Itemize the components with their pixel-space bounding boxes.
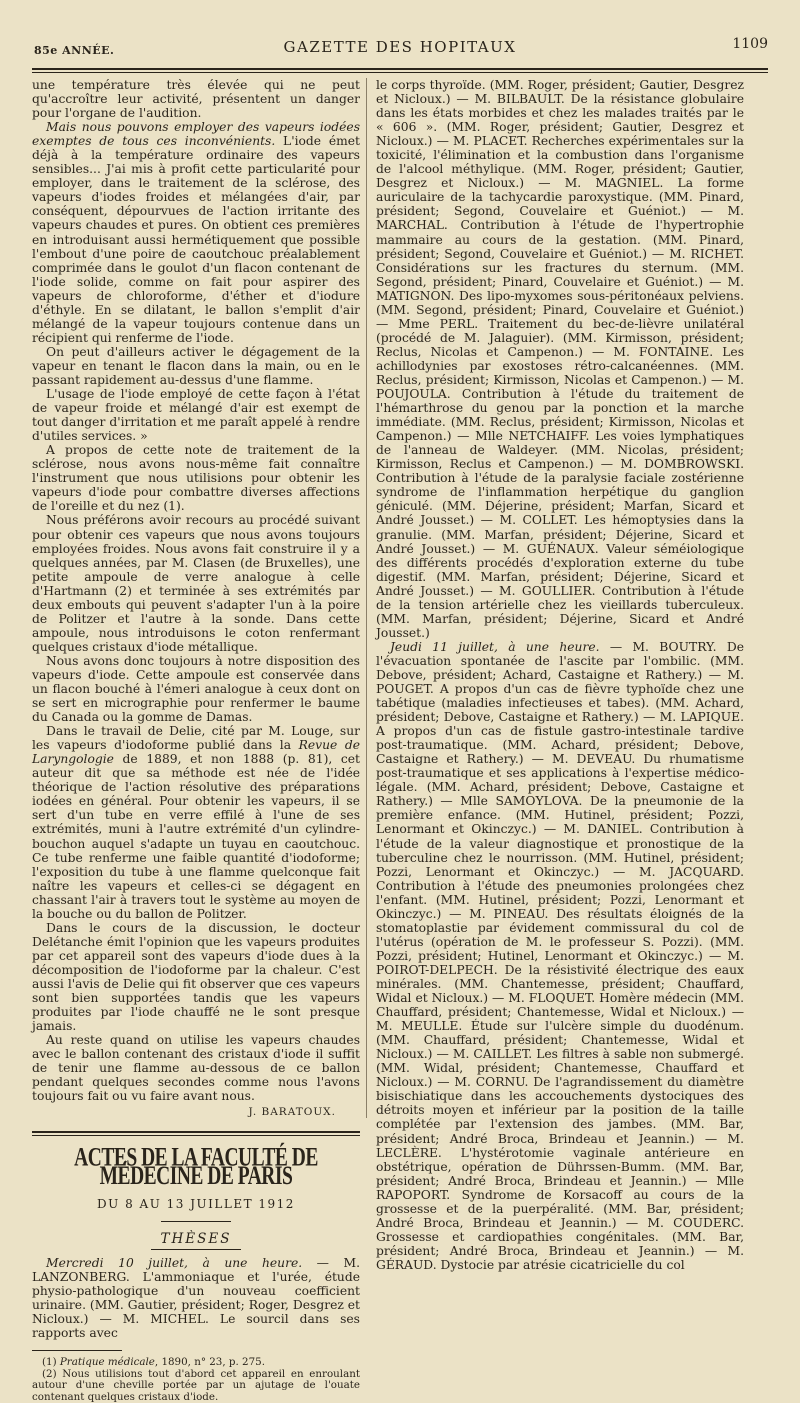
text: de 1889, et non 1888 (p. 81), cet auteur dit que sa méthode est née de l'idée théorique de l'action résolutive des préparations iodées en général. Pour obtenir les vapeurs, il se sert d'un tube en verre effilé à l'une de ses extrémités, muni à l'autre extrémité d'un cylindre-bouchon auquel s'adapte un tuyau en caoutchouc. Ce tube renferme une faible quantité d'iodoforme; l'exposition du tube à une flamme quelconque fait naître les vapeurs et celles-ci se dégagent en chassant l'air à travers tout le système au moyen de la bouche ou du ballon de Politzer. [32,752,360,921]
text: — M. BOUTRY. De l'évacuation spontanée de l'ascite par l'ombilic. (MM. Debove, président; Achard, Castaigne et Rathery.) — M. POUGET. A propos d'un cas de fièvre typhoïde chez une tabétique (maladies infectieuses et tabes). (MM. Achard, président; Debove, Castaigne et Rathery.) — M. LAPIQUE. A propos d'un cas de fistule gastro-intestinale tardive post-traumatique. (MM. Achard, président; Debove, Castaigne et Rathery.) — M. DEVEAU. Du rhumatisme post-traumatique et ses applications à l'expertise médico-légale. (MM. Achard, président; Debove, Castaigne et Rathery.) — Mlle SAMOYLOVA. De la pneumonie de la première enfance. (MM. Hutinel, président; Pozzi, Lenormant et Okinczyc.) — M. DANIEL. Contribution à l'étude de la valeur diagnostique et pronostique de la tuberculine chez le nourrisson. (MM. Hutinel, président; Pozzi, Lenormant et Okinczyc.) — M. JACQUARD. Contribution à l'étude des pneumonies prolongées chez l'enfant. (MM. Hutinel, président; Pozzi, Lenormant et Okinczyc.) — M. PINEAU. Des résultats éloignés de la stomatoplastie par évidement commissural du col de l'utérus (opération de M. le professeur S. Pozzi). (MM. Pozzi, président; Hutinel, Lenormant et Okinczyc.) — M. POIROT-DELPECH. De la résistivité électrique des eaux minérales. (MM. Chantemesse, président; Chauffard, Widal et Nicloux.) — M. FLOQUET. Homère médecin (MM. Chauffard, président; Chantemesse, Widal et Nicloux.) — M. MEULLE. Étude sur l'ulcère simple du duodénum. (MM. Chauffard, président; Chantemesse, Widal et Nicloux.) — M. CAILLET. Les filtres à sable non submergé. (MM. Widal, président; Chantemesse, Chauffard et Nicloux.) — M. CORNU. De l'agrandissement du diamètre bisischiatique dans les accouchements dystociques des détroits moyen et inférieur par la position de la taille complétée par l'extension des jambes. (MM. Bar, président; André Broca, Brindeau et Jeannin.) — M. LECLÈRE. L'hystérotomie vaginale antérieure en obstétrique, opération de Dührssen-Bumm. (MM. Bar, président; André Broca, Brindeau et Jeannin.) — Mlle RAPOPORT. Syndrome de Korsacoff au cours de la grossesse et de la puerpéralité. (MM. Bar, président; André Broca, Brindeau et Jeannin.) — M. COUDERC. Grossesse et cardiopathies congénitales. (MM. Bar, président; André Broca, Brindeau et Jeannin.) — M. GÉRAUD. Dystocie par atrésie cicatricielle du col [376,639,744,1272]
footnote [32,1357,360,1369]
footnote: (2) Nous utilisions tout d'abord cet appareil en enroulant autour d'une cheville portée par un ajutage de l'ouate contenant quelques cristaux d'iode. [32,1367,360,1403]
page-header [32,36,768,58]
section-dates: DU 8 AU 13 JUILLET 1912 [97,1196,295,1211]
left-column [32,78,360,1403]
paragraph: Dans le cours de la discussion, le docteur Delétanche émit l'opinion que les vapeurs produites par cet appareil sont des vapeurs d'iode dues à la décomposition de l'iodoforme par la chaleur. C'est aussi l'avis de Delie qui fit observer que ces vapeurs sont bien supportées tandis que les vapeurs produites par l'iode chauffé ne le sont presque jamais. [32,920,360,1034]
paragraph: le corps thyroïde. (MM. Roger, président; Gautier, Desgrez et Nicloux.) — M. BILBAULT. De la résistance globulaire dans les états morbides et chez les malades traités par le « 606 ». (MM. Roger, président; Gautier, Desgrez et Nicloux.) — M. PLACET. Recherches expérimentales sur la toxicité, l'élimination et la combustion dans l'organisme de l'alcool méthylique. (MM. Roger, président; Gautier, Desgrez et Nicloux.) — M. MAGNIEL. La forme auriculaire de la tachycardie paroxystique. (MM. Pinard, président; Segond, Couvelaire et Guéniot.) — M. MARCHAL. Contribution à l'étude de l'hypertrophie mammaire au cours de la gestation. (MM. Pinard, président; Segond, Couvelaire et Guéniot.) — M. RICHET. Considérations sur les fractures du sternum. (MM. Segond, président; Pinard, Couvelaire et Guéniot.) — M. MATIGNON. Des lipo-myxomes sous-péritonéaux pelviens. (MM. Segond, président; Pinard, Couvelaire et Guéniot.) — Mme PERL. Traitement du bec-de-lièvre unilatéral (procédé de M. Jalaguier). (MM. Kirmisson, président; Reclus, Nicolas et Campenon.) — M. FONTAINE. Les achillodynies par exostoses rétro-calcanéennes. (MM. Reclus, président; Kirmisson, Nicolas et Campenon.) — M. POUJOULA. Contribution à l'étude du traitement de l'hémarthrose du genou par la ponction et la marche immédiate. (MM. Reclus, président; Kirmisson, Nicolas et Campenon.) — Mlle NETCHAIFF. Les voies lymphatiques de l'anneau de Waldeyer. (MM. Nicolas, président; Kirmisson, Reclus et Campenon.) — M. DOMBROWSKI. Contribution à l'étude de la paralysie faciale zostérienne syndrome de l'inflammation herpétique du ganglion géniculé. (MM. Déjerine, président; Marfan, Sicard et André Jousset.) — M. COLLET. Les hémoptysies dans la granulie. (MM. Marfan, président; Déjerine, Sicard et André Jousset.) — M. GUÉNAUX. Valeur séméiologique des différents procédés d'exploration externe du tube digestif. (MM. Marfan, président; Déjerine, Sicard et André Jousset.) — M. GOULLIER. Contribution à l'étude de la tension artérielle chez les vieillards tuberculeux. (MM. Marfan, président; Déjerine, Sicard et André Jousset.) [376,78,744,640]
divider [151,1249,241,1250]
footnote-rule [32,1350,122,1351]
italic-text: Mais nous pouvons employer des vapeurs iodées exemptes de tous ces inconvénients. [32,120,360,149]
paragraph [376,640,744,1272]
paragraph [32,1256,360,1340]
divider [161,1221,231,1222]
column-divider [366,78,367,1118]
paragraph: A propos de cette note de traitement de la sclérose, nous avons nous-même fait connaître l'instrument que nous utilisions pour obtenir les vapeurs d'iode pour combattre diverses affections de l'oreille et du nez (1). [32,443,360,514]
paragraph: Au reste quand on utilise les vapeurs chaudes avec le ballon contenant des cristaux d'iode il suffit de tenir une flamme au-dessous de ce ballon pendant quelques secondes comme nous l'avons toujours fait ou vu faire avant nous. [32,1033,360,1104]
subsection-title: THÈSES [160,1230,232,1247]
paragraph: une température très élevée qui ne peut qu'accroître leur activité, présentent un danger pour l'organe de l'audition. [32,78,360,121]
footnotes [32,1357,360,1403]
text: L'iode émet déjà à la température ordinaire des vapeurs sensibles... J'ai mis à profit cette particularité pour employer, dans le traitement de la sclérose, des vapeurs d'iodes froides et mélangées d'air, par conséquent, dépourvues de l'action irritante des vapeurs chaudes et pures. On obtient ces premières en introduisant aussi hermétiquement que possible l'embout d'une poire de caoutchouc préalablement comprimée dans le goulot d'un flacon contenant de l'iode solide, comme on fait pour aspirer des vapeurs de chloroforme, d'éther et d'iodure d'éthyle. En se dilatant, le ballon s'emplit d'air mélangé de la vapeur toujours contenue dans un récipient qui renferme de l'iode. [32,134,360,345]
header-rule [32,68,768,70]
section-rule-thin [32,1135,360,1136]
text: (1) [42,1355,60,1368]
text: Dans le travail de Delie, cité par M. Louge, sur les vapeurs d'iodoforme publié dans la [32,724,360,753]
italic-text: Mercredi 10 juillet, à une heure. [46,1255,303,1270]
section-rule [32,1131,360,1133]
volume-year: 85e ANNÉE. [34,44,115,57]
right-column [376,78,744,1272]
section-title: ACTES DE LA FACULTÉ DE MÉDECINE DE PARIS [74,1144,318,1192]
italic-text: Jeudi 11 juillet, à une heure. [390,639,600,654]
paragraph: Nous avons donc toujours à notre disposition des vapeurs d'iode. Cette ampoule est conservée dans un flacon bouché à l'émeri analogue à ceux dont on se sert en micrographie pour renfermer le baume du Canada ou la gomme de Damas. [32,653,360,725]
paragraph: On peut d'ailleurs activer le dégagement de la vapeur en tenant le flacon dans la main, ou en le passant rapidement au-dessus d'une flamme. [32,344,360,387]
text: — M. LANZONBERG. L'ammoniaque et l'urée, étude physio-pathologique d'un nouveau coefficient urinaire. (MM. Gautier, président; Roger, Desgrez et Nicloux.) — M. MICHEL. Le sourcil dans ses rapports avec [32,1255,360,1340]
paragraph: Nous préférons avoir recours au procédé suivant pour obtenir ces vapeurs que nous avons toujours employées froides. Nous avons fait construire il y a quelques années, par M. Clasen (de Bruxelles), une petite ampoule de verre analogue à celle d'Hartmann (2) et terminée à ses extrémités par deux embouts qui peuvent s'adapter l'un à la poire de Politzer et l'autre à la sonde. Dans cette ampoule, nous introduisons le coton renfermant quelques cristaux d'iode métallique. [32,513,360,654]
paragraph [32,120,360,345]
header-rule-thin [32,72,768,73]
author-signature: J. BARATOUX. [248,1106,336,1119]
italic-text: Pratique médicale [59,1355,155,1368]
journal-name: Revue de Laryngologie [32,738,360,767]
paragraph: L'usage de l'iode employé de cette façon à l'état de vapeur froide et mélangé d'air est exempt de tout danger d'irritation et me paraît appelé à rendre d'utiles services. » [32,387,360,444]
paragraph [32,724,360,921]
journal-title: GAZETTE DES HOPITAUX [283,38,517,56]
page-number: 1109 [732,36,768,52]
text: , 1890, n° 23, p. 275. [154,1355,265,1368]
